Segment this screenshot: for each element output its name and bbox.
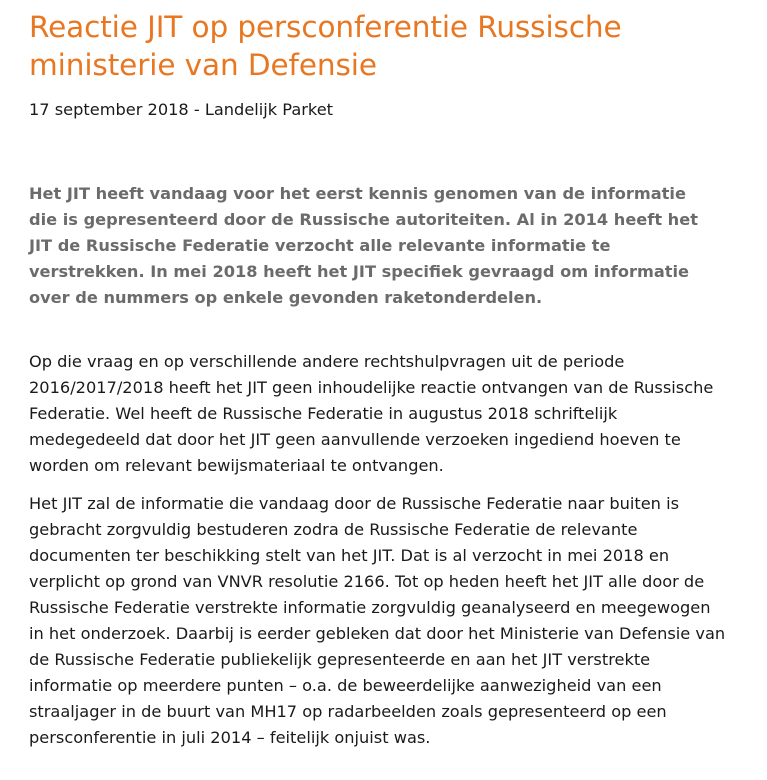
article-paragraph: Op die vraag en op verschillende andere rechtshulpvragen uit de periode 2016/2017/2018 heeft het JIT geen inhoudelijke reactie ontvangen van de Russische Federatie. Wel heeft de Russische Federatie in augustus 2018 schriftelijk medegedeeld dat door het JIT geen aanvullende verzoeken ingediend hoeven te worden om relevant bewijsmateriaal te ontvangen.	[29, 352, 714, 475]
article-paragraph: Het JIT zal de informatie die vandaag door de Russische Federatie naar buiten is gebracht zorgvuldig bestuderen zodra de Russische Federatie de relevante documenten ter beschikking stelt van het JIT. Dat is al verzocht in mei 2018 en verplicht op grond van VNVR resolutie 2166. Tot op heden heeft het JIT alle door de Russische Federatie verstrekte informatie zorgvuldig geanalyseerd en meegewogen in het onderzoek. Daarbij is eerder gebleken dat door het Ministerie van Defensie van de Russische Federatie publiekelijk gepresenteerde en aan het JIT verstrekte informatie op meerdere punten – o.a. de beweerdelijke aanwezigheid van een straaljager in de buurt van MH17 op radarbeelden zoals gepresenteerd op een persconferentie in juli 2014 – feitelijk onjuist was.	[29, 494, 726, 747]
article-date-source: 17 september 2018 - Landelijk Parket	[29, 100, 334, 119]
article-title: Reactie JIT op persconferentie Russische ministerie van Defensie	[29, 10, 622, 82]
article	[29, 8, 729, 751]
article-lead: Het JIT heeft vandaag voor het eerst kennis genomen van de informatie die is gepresenteerd door de Russische autoriteiten. Al in 2014 heeft het JIT de Russische Federatie verzocht alle relevante informatie te verstrekken. In mei 2018 heeft het JIT specifiek gevraagd om informatie over de nummers op enkele gevonden raketonderdelen.	[29, 184, 698, 307]
